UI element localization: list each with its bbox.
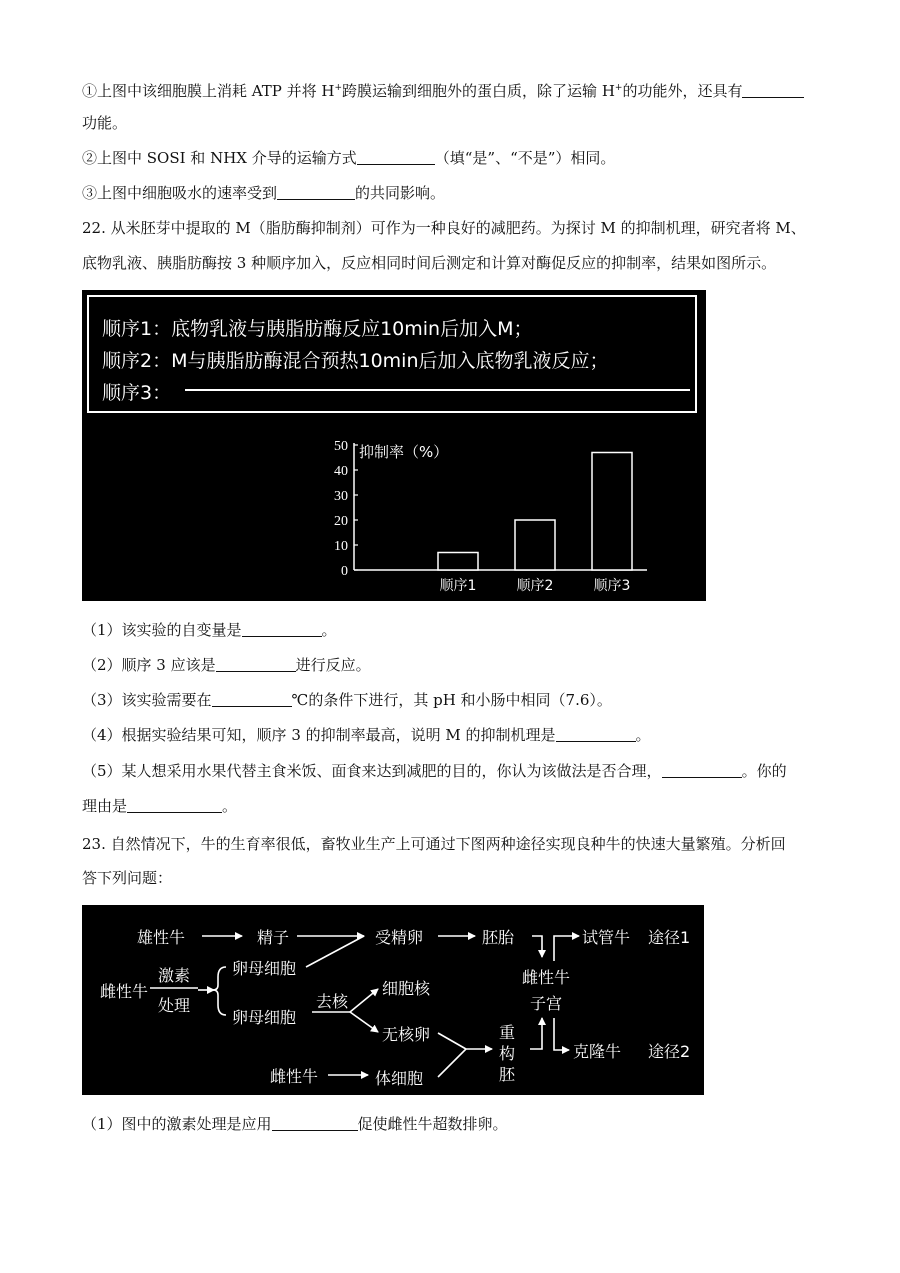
bar-1 (438, 553, 478, 571)
answer-blank[interactable] (277, 183, 355, 200)
oocyte-top-label: 卵母细胞 (232, 959, 297, 978)
route-1-label: 途径1 (648, 928, 691, 947)
answer-blank[interactable] (212, 690, 292, 707)
sequence-2-text: 顺序2：M与胰脂肪酶混合预热10min后加入底物乳液反应； (102, 350, 609, 372)
reconstructed-embryo-3: 胚 (499, 1065, 516, 1084)
arrow-recon-to-uterus (530, 1018, 542, 1049)
arrow-oocyte-to-fertilized-egg (306, 936, 364, 967)
q22-sub4: （4）根据实验结果可知，顺序 3 的抑制率最高，说明 M 的抑制机理是 。 (82, 726, 651, 744)
sperm-label: 精子 (257, 928, 290, 947)
q21-item2: ②上图中 SOSI 和 NHX 介导的运输方式 （填“是”、“不是”）相同。 (82, 149, 616, 167)
y-tick-label: 10 (334, 539, 348, 554)
q23-stem-line2: 答下列问题： (82, 869, 173, 887)
y-tick-label: 0 (341, 564, 348, 579)
q21-item1: ①上图中该细胞膜上消耗 ATP 并将 H+跨膜运输到细胞外的蛋白质，除了运输 H+的功能外，还具有 (82, 77, 804, 102)
female-cow-label: 雌性牛 (100, 982, 149, 1001)
answer-blank[interactable] (216, 655, 296, 672)
reconstructed-embryo-1: 重 (499, 1023, 516, 1042)
oocyte-brace (213, 967, 226, 1015)
sequence-1-text: 顺序1：底物乳液与胰脂肪酶反应10min后加入M； (102, 318, 533, 340)
q22-sub5: （5）某人想采用水果代替主食米饭、面食来达到减肥的目的，你认为该做法是否合理， 。你的 (82, 762, 787, 780)
somatic-cell-label: 体细胞 (375, 1069, 424, 1088)
y-axis-label: 抑制率（%） (359, 443, 449, 461)
q22-sub5-cont: 理由是 。 (82, 797, 238, 815)
y-tick-label: 40 (334, 464, 348, 479)
female-cow-2-label: 雌性牛 (270, 1067, 319, 1086)
q22-sub2: （2）顺序 3 应该是 进行反应。 (82, 656, 371, 674)
arrow-uterus-to-test-tube-cow (554, 936, 579, 961)
breeding-routes-diagram (82, 905, 704, 1095)
line-somatic-cell-to-recon (438, 1049, 466, 1077)
line-enucleated-egg-to-recon (438, 1033, 466, 1049)
arrow-uterus-to-cloned-cow (554, 1018, 569, 1050)
q22-stem-line1: 22. 从米胚芽中提取的 M（脂肪酶抑制剂）可作为一种良好的减肥药。为探讨 M 的抑制机理，研究者将 M、 (82, 219, 806, 237)
nucleus-label: 细胞核 (382, 979, 431, 998)
reconstructed-embryo-2: 构 (499, 1044, 516, 1063)
embryo-label: 胚胎 (482, 928, 515, 947)
arrow-to-enucleated-egg (350, 1012, 378, 1032)
category-label: 顺序2 (516, 578, 554, 594)
answer-blank[interactable] (742, 81, 804, 98)
arrow-to-nucleus (350, 989, 378, 1012)
answer-blank[interactable] (272, 1114, 358, 1131)
q22-figure (82, 290, 706, 601)
answer-blank[interactable] (556, 725, 636, 742)
answer-blank[interactable] (127, 796, 222, 813)
answer-blank[interactable] (242, 620, 322, 637)
oocyte-bottom-label: 卵母细胞 (232, 1008, 297, 1027)
fertilized-egg-label: 受精卵 (375, 928, 424, 947)
enucleation-label: 去核 (316, 992, 349, 1011)
answer-blank[interactable] (662, 761, 742, 778)
y-tick-label: 30 (334, 489, 348, 504)
category-label: 顺序1 (439, 578, 477, 594)
answer-blank[interactable] (357, 148, 435, 165)
q22-sub3: （3）该实验需要在 ℃的条件下进行，其 pH 和小肠中相同（7.6）。 (82, 691, 612, 709)
bar-2 (515, 520, 555, 570)
q23-stem-line1: 23. 自然情况下，牛的生育率很低，畜牧业生产上可通过下图两种途径实现良种牛的快速大量繁殖。分析回 (82, 835, 786, 853)
q22-stem-line2: 底物乳液、胰脂肪酶按 3 种顺序加入，反应相同时间后测定和计算对酶促反应的抑制率，结果如图所示。 (82, 254, 777, 272)
enucleated-egg-label: 无核卵 (382, 1025, 431, 1044)
sequence-3-text: 顺序3： (102, 382, 172, 404)
q23-sub1: （1）图中的激素处理是应用 促使雌性牛超数排卵。 (82, 1115, 508, 1133)
inhibition-rate-chart (82, 290, 706, 601)
bar-3 (592, 453, 632, 571)
arrow-embryo-to-uterus (532, 936, 542, 957)
q22-sub1: （1）该实验的自变量是 。 (82, 621, 337, 639)
hormone-label-2: 处理 (158, 996, 191, 1015)
route-2-label: 途径2 (648, 1042, 691, 1061)
male-cow-label: 雄性牛 (137, 928, 186, 947)
hormone-label-1: 激素 (158, 966, 191, 985)
y-tick-label: 50 (334, 439, 348, 454)
uterus-label-2: 子宫 (530, 994, 563, 1013)
y-tick-label: 20 (334, 514, 348, 529)
uterus-label-1: 雌性牛 (522, 968, 571, 987)
category-label: 顺序3 (593, 578, 631, 594)
q21-item3: ③上图中细胞吸水的速率受到 的共同影响。 (82, 184, 446, 202)
cloned-cow-label: 克隆牛 (573, 1042, 622, 1061)
test-tube-cow-label: 试管牛 (582, 928, 631, 947)
q21-item1-cont: 功能。 (82, 114, 128, 132)
